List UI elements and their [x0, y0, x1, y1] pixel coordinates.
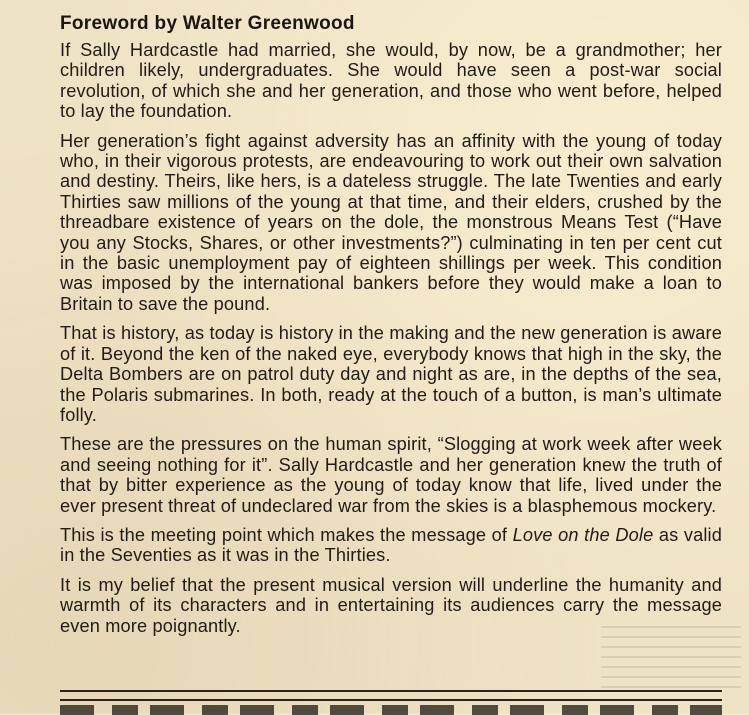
section-divider-rule [60, 690, 722, 701]
paragraph-4: These are the pressures on the human spirit, “Slogging at work week after week and seeing nothing for it”. Sally Hardcastle and her generation knew the truth of that by bitter experience as the young of today know that life, lived under the ever present threat of undeclared war from the skies is a blasphemous mockery. [60, 434, 722, 516]
paragraph-5-text-end: as valid in the Seventies as it was in the Thirties. [60, 524, 723, 566]
paragraph-5-text-start: This is the meeting point which makes the message of [60, 524, 513, 545]
cropped-next-heading [60, 705, 722, 715]
foreword-article [60, 12, 722, 645]
paragraph-5 [60, 525, 722, 566]
show-through-print [601, 618, 741, 688]
paragraph-2: Her generation’s fight against adversity has an affinity with the young of today who, in their vigorous protests, are endeavouring to work out their own salvation and destiny. Theirs, like hers, is a dateless struggle. The late Twenties and early Thirties saw millions of the young at that time, and their elders, crushed by the threadbare existence of years on the dole, the monstrous Means Test (“Have you any Stocks, Shares, or other investments?”) culminating in ten per cent cut in the basic unemployment pay of eighteen shillings per week. This condition was imposed by the international bankers before they would make a loan to Britain to save the pound. [60, 130, 722, 314]
show-title: Love on the Dole [512, 524, 654, 545]
paragraph-1: If Sally Hardcastle had married, she would, by now, be a grandmother; her children likely, undergraduates. She would have seen a post-war social revolution, of which she and her generation, and those who went before, helped to lay the foundation. [60, 40, 722, 122]
paragraph-3: That is history, as today is history in the making and the new generation is aware of it. Beyond the ken of the naked eye, everybody knows that high in the sky, the Delta Bombers are on patrol duty day and night as are, in the depths of the sea, the Polaris submarines. In both, ready at the touch of a button, is man’s ultimate folly. [60, 323, 722, 425]
article-heading: Foreword by Walter Greenwood [60, 13, 355, 34]
paragraph-6: It is my belief that the present musical version will underline the humanity and warmth of its characters and in entertaining its audiences carry the message even more poignantly. [60, 574, 722, 636]
